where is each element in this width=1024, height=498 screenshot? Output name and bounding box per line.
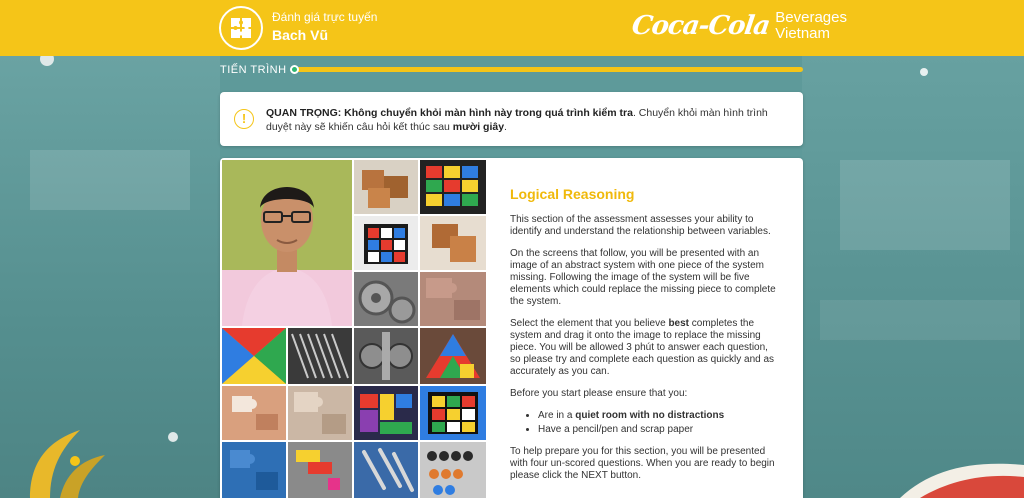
abacus-image [420,442,486,498]
next-paragraph: To help prepare you for this section, you will be presented with four un-scored questions. When you are ready to begin please click the NEXT button. [510,446,775,481]
brand-text [775,10,847,42]
background-building [30,150,190,210]
notice-body: . Chuyển khỏi màn hình trình duyệt này sẽ khiến câu hỏi kết thúc sau [266,107,768,133]
rubiks-cube-image [354,216,418,270]
notice-text [266,106,786,134]
tetris-blocks-image [288,442,352,498]
checklist-item [538,410,780,422]
colored-blocks-image [354,386,418,440]
checklist-item-emphasis: quiet room with no distractions [575,410,725,421]
screws-image [354,442,418,498]
selection-text-c: completes the system and drag it onto the image to replace the missing piece. You will be allowed 3 phút to answer each question, so please try and complete each question as quickly and as accurately as you can. [510,318,775,377]
checklist-item: • Have a pencil/pen and scrap paper [538,424,780,436]
background-wave-decoration [900,455,1024,498]
instructions-paragraph: On the screens that follow, you will be presented with an image of an abstract system with one piece of the system missing. Following the image of the system will be five elements which could replace the missing piece to complete the system. [510,248,776,307]
candidate-photo [222,160,352,326]
section-card [220,158,803,498]
section-title: Logical Reasoning [510,186,635,202]
rubiks-cube-image [420,386,486,440]
brand-logo [629,9,847,42]
gears-image [354,272,418,326]
checklist-item-text: Are in a [538,410,576,421]
section-content [510,188,780,492]
selection-paragraph [510,318,780,378]
selection-text-a: Select the element that you believe [510,318,669,329]
notice-emphasis: mười giây [452,121,505,133]
warning-icon: ! [234,109,254,129]
progress-bar [290,67,803,72]
wood-blocks-image [354,160,418,214]
jigsaw-image [420,272,486,326]
important-notice [220,92,803,146]
machine-image [354,328,418,384]
wood-blocks-image [420,216,486,270]
background-dot [168,432,178,442]
candidate-name: Bach Vũ [272,27,329,43]
checklist [538,410,780,436]
notice-end: . [504,121,507,133]
mechanism-image [288,328,352,384]
background-right-panel [802,56,1024,498]
image-collage [222,160,486,498]
tangram-image [420,328,486,384]
notice-strong: QUAN TRỌNG: Không chuyển khỏi màn hình này trong quá trình kiểm tra [266,107,633,119]
header-bar [0,0,1024,56]
assessment-subtitle: Đánh giá trực tuyến [272,10,378,24]
background-leaf-decoration [20,420,110,498]
coca-cola-wordmark: Coca-Cola [629,11,772,41]
checklist-intro: Before you start please ensure that you: [510,388,688,399]
puzzle-logo-icon [219,6,263,50]
jigsaw-image [222,386,286,440]
background-dot [920,68,928,76]
progress-indicator [290,65,299,74]
selection-emphasis: best [668,318,689,329]
background-building [820,300,1020,340]
rubiks-cube-image [420,160,486,214]
tangram-image [222,328,286,384]
puzzle-pieces-image [222,442,286,498]
jigsaw-image [288,386,352,440]
progress-label: TIẾN TRÌNH [220,64,287,76]
intro-paragraph: This section of the assessment assesses your ability to identify and understand the relationship between variables. [510,214,771,237]
brand-line2: Vietnam [775,25,831,42]
background-building [840,160,1010,250]
brand-line1: Beverages [775,9,847,26]
